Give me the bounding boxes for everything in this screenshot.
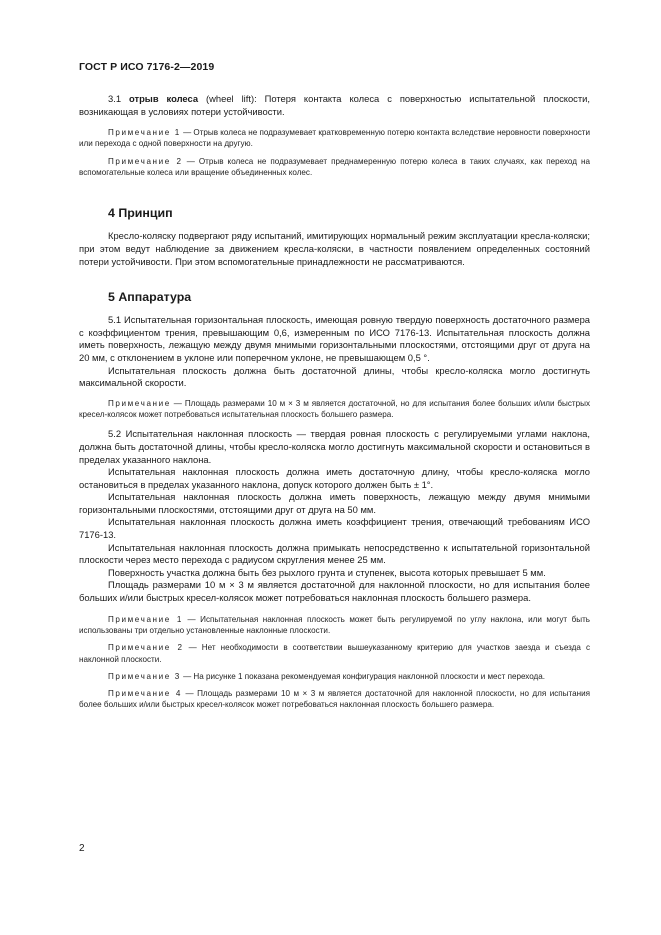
note-text: — Площадь размерами 10 м × 3 м является достаточной для наклонной плоскости, но для испытания более больших и/или быстрых кресел-колясок может потребоваться наклонная плоскость большего размера. bbox=[79, 689, 590, 710]
page-number: 2 bbox=[79, 843, 85, 854]
note-3-1-1 bbox=[79, 127, 590, 150]
note-text: — Испытательная наклонная плоскость может быть регулируемой по углу наклона, или могут быть использованы три отдельно установленные наклонные плоскости. bbox=[79, 614, 590, 635]
clause-5-2: 5.2 Испытательная наклонная плоскость — твердая ровная плоскость с регулируемыми углами наклона, должна быть достаточной длины, чтобы кресло-коляска могло достигнуть максимальной скорости и остановиться в пределах указанного наклона. bbox=[79, 428, 590, 465]
note-text: — Нет необходимости в соответствии вышеуказанному критерию для участков заезда и съезда с наклонной плоскости. bbox=[79, 643, 590, 664]
clause-3-1 bbox=[79, 93, 590, 118]
page-content bbox=[79, 93, 590, 711]
note-label: Примечание 1 bbox=[108, 128, 181, 138]
principle-paragraph: Кресло-коляску подвергают ряду испытаний, имитирующих нормальный режим эксплуатации кресла-коляски; при этом ведут наблюдение за движением кресла-коляски, в частности появлением определенных состояний потери устойчивости. При этом вспомогательные принадлежности не рассматриваются. bbox=[79, 230, 590, 267]
note-text: — На рисунке 1 показана рекомендуемая конфигурация наклонной плоскости и мест перехода. bbox=[183, 671, 546, 681]
clause-5-2-length: Испытательная наклонная плоскость должна иметь достаточную длину, чтобы кресло-коляска могло остановиться в пределах указанного наклона, допуск которого должен быть ± 1°. bbox=[79, 466, 590, 490]
term: отрыв колеса bbox=[129, 93, 199, 104]
note-label: Примечание 2 bbox=[108, 643, 184, 653]
clause-5-2-surface: Испытательная наклонная плоскость должна иметь поверхность, лежащую между двумя мнимыми горизонтальными плоскостями, отстоящими друг от друга на 50 мм. bbox=[79, 491, 590, 515]
note-5-1 bbox=[79, 398, 590, 421]
clause-5-1: 5.1 Испытательная горизонтальная плоскость, имеющая ровную твердую поверхность достаточного размера с коэффициентом трения, превышающим 0,6, измеренным по ИСО 7176-13. Испытательная плоскость должна иметь поверхность, лежащую между двумя мнимыми горизонтальными плоскостями, отстоящими друг от друга на 20 мм, с отклонением в уклоне или поперечном уклоне, не превышающем 0,5 °. bbox=[79, 314, 590, 363]
note-label: Примечание 3 bbox=[108, 671, 181, 681]
note-label: Примечание 4 bbox=[108, 689, 183, 699]
note-text: — Площадь размерами 10 м × 3 м является достаточной, но для испытания более больших и/или быстрых кресел-колясок может потребоваться испытательная плоскость большего размера. bbox=[79, 398, 590, 420]
clause-number: 3.1 bbox=[108, 93, 122, 104]
section-heading-apparatus: 5 Аппаратура bbox=[108, 290, 192, 305]
clause-5-1-length: Испытательная плоскость должна быть достаточной длины, чтобы кресло-коляска могло достигнуть максимальной скорости. bbox=[79, 364, 590, 389]
note-3-1-2 bbox=[79, 156, 590, 179]
note-5-2-3 bbox=[79, 671, 590, 682]
clause-5-2-steps: Поверхность участка должна быть без рыхлого грунта и ступенек, высота которых превышает 5 мм. bbox=[108, 566, 546, 578]
section-heading-principle: 4 Принцип bbox=[108, 206, 173, 221]
note-label: Примечание 2 bbox=[108, 156, 183, 166]
clause-5-2-area: Площадь размерами 10 м × 3 м является достаточной для наклонной плоскости, но для испытания более больших и/или быстрых кресел-колясок может потребоваться наклонная плоскость большего размера. bbox=[79, 579, 590, 604]
clause-5-2-transition: Испытательная наклонная плоскость должна примыкать непосредственно к испытательной горизонтальной плоскости через место перехода с радиусом скругления менее 25 мм. bbox=[79, 541, 590, 566]
standard-designation: ГОСТ Р ИСО 7176-2—2019 bbox=[79, 61, 215, 73]
clause-5-2-friction: Испытательная наклонная плоскость должна иметь коэффициент трения, отвечающий требованиям ИСО 7176-13. bbox=[79, 516, 590, 541]
note-text: — Отрыв колеса не подразумевает преднамеренную потерю колеса в таких случаях, как переход на вспомогательные колеса или вращение объединенных колес. bbox=[79, 156, 590, 178]
note-5-2-2 bbox=[79, 642, 590, 665]
note-5-2-1 bbox=[79, 614, 590, 637]
note-label: Примечание bbox=[108, 398, 171, 408]
note-text: — Отрыв колеса не подразумевает кратковременную потерю контакта вследствие неровности поверхности или перехода с одной поверхности на другую. bbox=[79, 128, 591, 149]
note-5-2-4 bbox=[79, 688, 590, 711]
note-label: Примечание 1 bbox=[108, 614, 184, 624]
term-definition: (wheel lift): Потеря контакта колеса с поверхностью испытательной плоскости, возникающая в условиях потери устойчивости. bbox=[79, 93, 590, 117]
